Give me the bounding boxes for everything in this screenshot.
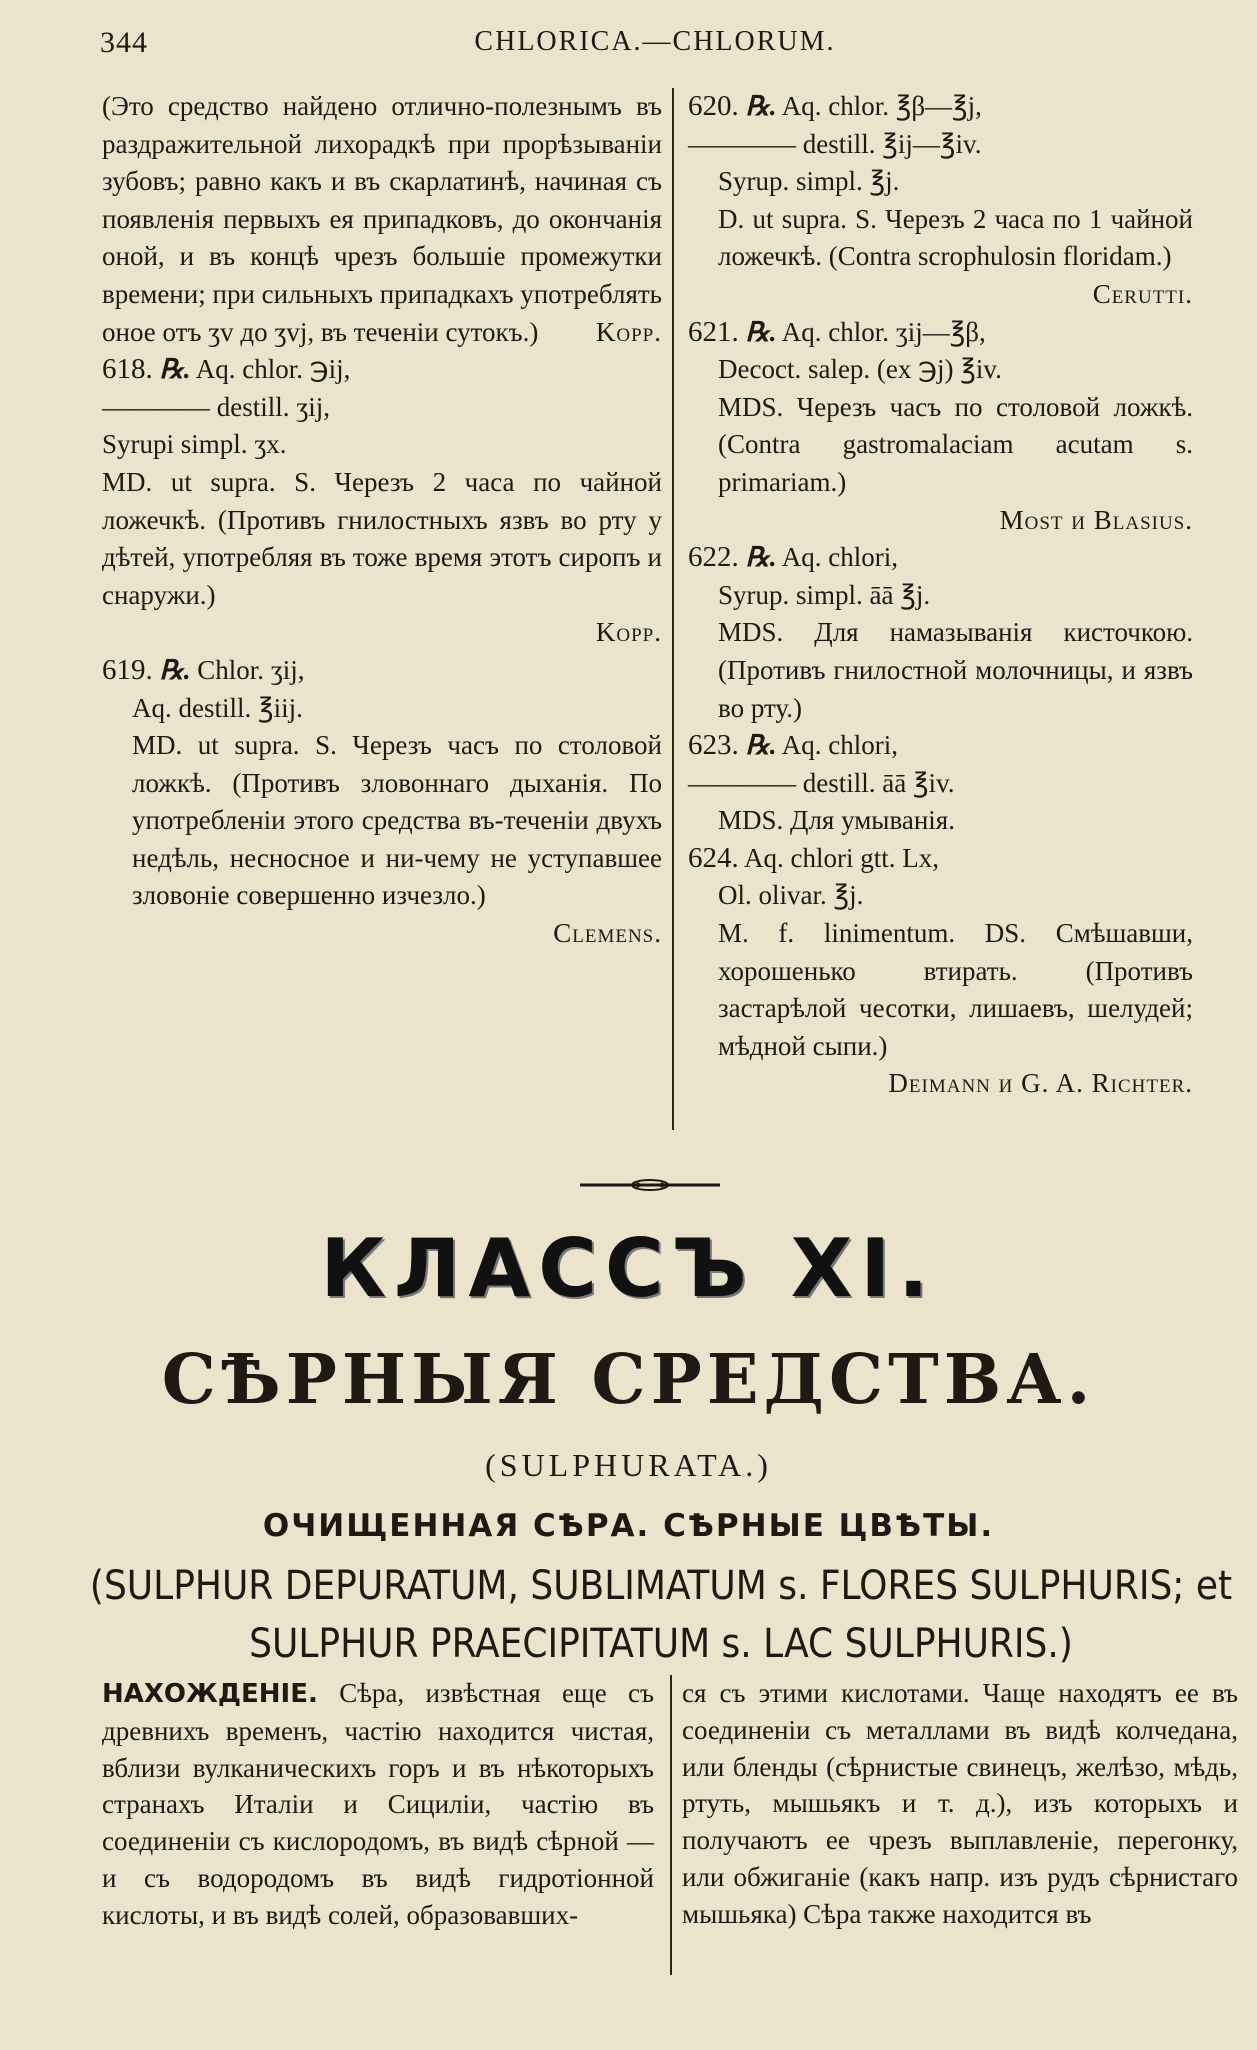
latin-heading-line: SULPHUR PRAECIPITATUM s. LAC SULPHURIS.)	[249, 1621, 1073, 1667]
recipe-line: 624. Aq. chlori gtt. Lx,	[688, 841, 939, 874]
recipe-line: 623. ℞. Aq. chlori,	[688, 729, 898, 762]
recipe-line: 621. ℞. Aq. chlor. ʒij—℥β,	[688, 315, 986, 348]
recipe-body: M. f. linimentum. DS. Смѣшавши, хорошенько втирать. (Противъ застарѣлой чесотки, лишаевъ, шелудей; мѣдной сыпи.)	[718, 918, 1193, 1061]
recipe-line: Ol. olivar. ℥j.	[718, 880, 864, 911]
recipe-622	[688, 539, 1193, 727]
running-title: CHLORICA.—CHLORUM.	[474, 26, 836, 57]
recipe-number: 622.	[688, 541, 739, 574]
recipe-line: ———— destill. ʒij,	[102, 391, 330, 422]
page-header	[100, 26, 1210, 66]
recipe-623	[688, 727, 1193, 840]
intro-text: (Это средство найдено отлично-полезнымъ въ раздражительной лихорадкѣ при прорѣзываніи зубовъ; равно какъ и въ скарлатинѣ, начиная съ появленія первыхъ ея припадковъ, до окончанія оной, и въ концѣ чрезъ большіе промежутки времени; при сильныхъ припадкахъ употреблять оное отъ ʒv до ʒvj, въ теченіи сутокъ.) Kopp.	[102, 88, 662, 351]
recipe-line: Syrup. simpl. ℥j.	[718, 166, 900, 197]
recipe-body: D. ut supra. S. Черезъ 2 часа по 1 чайной ложечкѣ. (Contra scrophulosin floridam.)	[718, 203, 1193, 272]
recipe-number: 624.	[688, 841, 739, 874]
recipe-line: 619. ℞. Chlor. ʒij,	[102, 653, 305, 686]
recipe-number: 621.	[688, 315, 739, 348]
recipe-attribution: Cerutti.	[1092, 278, 1193, 309]
recipe-620	[688, 88, 1193, 314]
recipe-attribution: Clemens.	[553, 918, 662, 949]
rx-symbol: ℞.	[745, 542, 777, 573]
rx-symbol: ℞.	[159, 354, 191, 385]
latin-heading-line: (SULPHUR DEPURATUM, SUBLIMATUM s. FLORES SULPHURIS; et	[89, 1563, 1233, 1609]
recipe-body: MD. ut supra. S. Черезъ 2 часа по чайной ложечкѣ. (Противъ гнилостныхъ язвъ во рту у дѣтей, употребляя въ тоже время этотъ сиропъ и снаружи.)	[102, 466, 662, 610]
recipe-618	[102, 351, 662, 652]
rx-symbol: ℞.	[745, 91, 777, 121]
recipe-line: Syrupi simpl. ʒx.	[102, 429, 287, 460]
recipe-attribution: Most и Blasius.	[999, 504, 1193, 535]
recipe-line: ———— destill. āā ℥iv.	[688, 767, 955, 798]
section-heading: СѢРНЫЯ СРЕДСТВА.	[161, 1340, 1096, 1420]
paragraph: НАХОЖДЕНІЕ. Сѣра, извѣстная еще съ древнихъ временъ, частію находится чистая, вблизи вулканическихъ горъ и въ нѣкоторыхъ странахъ Италіи и Сициліи, частію въ соединеніи съ кислородомъ, въ видѣ сѣрной — и съ водородомъ въ видѣ гидротіонной кислоты, и въ видѣ солей, образовавших-	[102, 1678, 654, 1930]
recipe-624	[688, 840, 1193, 1103]
class-heading: КЛАССЪ XI.	[320, 1222, 937, 1315]
recipe-attribution: Kopp.	[595, 617, 662, 648]
right-column	[688, 88, 1193, 1103]
lead-word: НАХОЖДЕНІЕ.	[102, 1679, 318, 1709]
page-number: 344	[100, 26, 148, 59]
recipe-number: 623.	[688, 729, 739, 762]
recipe-line: 618. ℞. Aq. chlor. ℈ij,	[102, 353, 351, 386]
recipe-line: Decoct. salep. (ex ℈j) ℥iv.	[718, 354, 1002, 385]
recipe-body: MDS. Черезъ часъ по столовой ложкѣ. (Contra gastromalaciam acutam s. primariam.)	[718, 391, 1193, 497]
left-column	[102, 88, 662, 953]
recipe-621	[688, 314, 1193, 540]
recipe-body: MDS. Для умыванія.	[718, 805, 955, 836]
recipe-619	[102, 652, 662, 953]
rx-symbol: ℞.	[159, 654, 191, 685]
column-divider-bottom	[670, 1675, 672, 1975]
section-latin: (SULPHURATA.)	[485, 1447, 772, 1483]
ornament-divider	[580, 1177, 720, 1193]
column-divider	[672, 88, 674, 1130]
recipe-line: Aq. destill. ℥iij.	[132, 692, 303, 723]
recipe-line: ———— destill. ℥ij—℥iv.	[688, 128, 982, 159]
latin-heading	[86, 1557, 1236, 1673]
recipe-number: 619.	[102, 653, 153, 686]
intro-attribution: Kopp.	[595, 316, 662, 347]
bottom-left-column	[102, 1675, 654, 1934]
recipe-body: MD. ut supra. S. Черезъ часъ по столовой ложкѣ. (Противъ зловоннаго дыханія. По употребленіи этого средства въ-теченіи двухъ недѣль, несносное и ни-чему не уступавшее зловоніе совершенно изчезло.)	[132, 730, 662, 911]
recipe-line: 620. ℞. Aq. chlor. ℥β—℥j,	[688, 90, 982, 122]
bottom-right-column	[682, 1675, 1238, 1933]
sub-heading: ОЧИЩЕННАЯ СѢРА. СѢРНЫЕ ЦВѢТЫ.	[262, 1508, 995, 1544]
paragraph: ся съ этими кислотами. Чаще находятъ ее въ соединеніи съ металлами въ видѣ колчедана, или бленды (сѣрнистые свинецъ, желѣзо, мѣдь, ртуть, мышьякъ и т. д.), изъ которыхъ и получаютъ ее чрезъ выплавленіе, перегонку, или обжиганіе (какъ напр. изъ рудъ сѣрнистаго мышьяка) Сѣра также находится въ	[682, 1678, 1238, 1929]
recipe-line: 622. ℞. Aq. chlori,	[688, 541, 898, 574]
recipe-number: 618.	[102, 353, 153, 386]
rx-symbol: ℞.	[745, 316, 777, 347]
recipe-body: MDS. Для намазыванія кисточкою. (Противъ гнилостной молочницы, и язвъ во рту.)	[718, 617, 1193, 723]
recipe-line: Syrup. simpl. āā ℥j.	[718, 579, 931, 610]
recipe-number: 620.	[688, 90, 739, 122]
rx-symbol: ℞.	[745, 730, 777, 761]
recipe-attribution: Deimann и G. A. Richter.	[888, 1068, 1193, 1099]
